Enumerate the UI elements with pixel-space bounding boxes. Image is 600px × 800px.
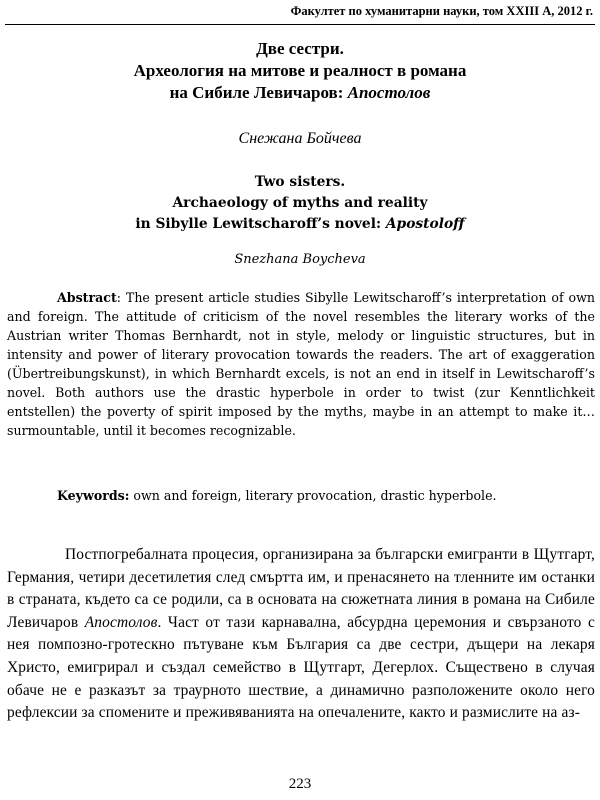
bulgarian-author: Снежана Бойчева: [238, 130, 362, 147]
english-author: Snezhana Boycheva: [234, 252, 366, 267]
english-title-line-1: Two sisters.: [254, 174, 346, 190]
abstract-text: : The present article studies Sibylle Lewitscharoff’s interpretation of own and foreign. The attitude of criticism of the novel resembles the literary works of the Austrian writer Thomas Bernhardt, not in style, melody or linguistic structures, but in intensity and power of literary provocation towards the readers. The art of exaggeration (Übertreibungskunst), in which Bernhardt excels, is not an end in itself in Lewitscharoff’s novel. Both authors use the drastic hyperbole in order to twist (zur Kenntlichkeit entstellen) the poverty of spirit imposed by the myths, maybe in an attempt to make it…surmountable, until it becomes recognizable.: [7, 290, 595, 438]
keywords-text: own and foreign, literary provocation, drastic hyperbole.: [129, 488, 497, 503]
english-title-line-3-text: in Sibylle Lewitscharoff’s novel:: [135, 216, 386, 232]
keywords-paragraph: [7, 486, 595, 505]
body-paragraph: [7, 544, 595, 725]
running-head: [5, 0, 595, 25]
english-title-line-2: Archaeology of myths and reality: [172, 195, 428, 211]
page-number: 223: [288, 776, 312, 792]
bulgarian-title-line-2: Археология на митове и реалност в романа: [133, 61, 467, 80]
abstract-label: Abstract: [57, 290, 117, 305]
running-head-text: Факултет по хуманитарни науки, том XXIII А, 2012 г.: [290, 4, 593, 18]
abstract-paragraph: [7, 288, 595, 440]
bulgarian-title: [0, 38, 600, 104]
bulgarian-title-novel-name: Апостолов: [347, 83, 431, 102]
body-text-part-1: Постпогребалната процесия, организирана за български емигранти в Щутгарт, Германия, четири десетилетия след смъртта им, и пренасянето на тленните им останки в страната, където са се родили, са в основата на сюжетната линия в романа на Сибиле Левичаров: [7, 546, 595, 631]
keywords-label: Keywords:: [57, 488, 130, 503]
body-text-part-2: . Част от тази карнавална, абсурдна церемония и свързаното с нея помпозно-гротескно пътуване към България са две сестри, дъщери на лекаря Христо, емигрирал и създал семейство в Щутгарт, Дегерлох. Съществено в случая обаче не е разказът за траурното шествие, а динамично разположените около него рефлексии за спомените и преживяванията на опечалените, както и размислите на аз-: [7, 613, 595, 722]
bulgarian-title-line-1: Две сестри.: [256, 39, 344, 58]
bulgarian-title-line-3: [0, 82, 600, 104]
english-title: [0, 172, 600, 235]
body-novel-name: Апостолов: [84, 613, 158, 631]
english-title-novel-name: Apostoloff: [385, 216, 465, 232]
bulgarian-title-line-3-text: на Сибиле Левичаров:: [169, 83, 348, 102]
english-title-line-3: [0, 214, 600, 235]
